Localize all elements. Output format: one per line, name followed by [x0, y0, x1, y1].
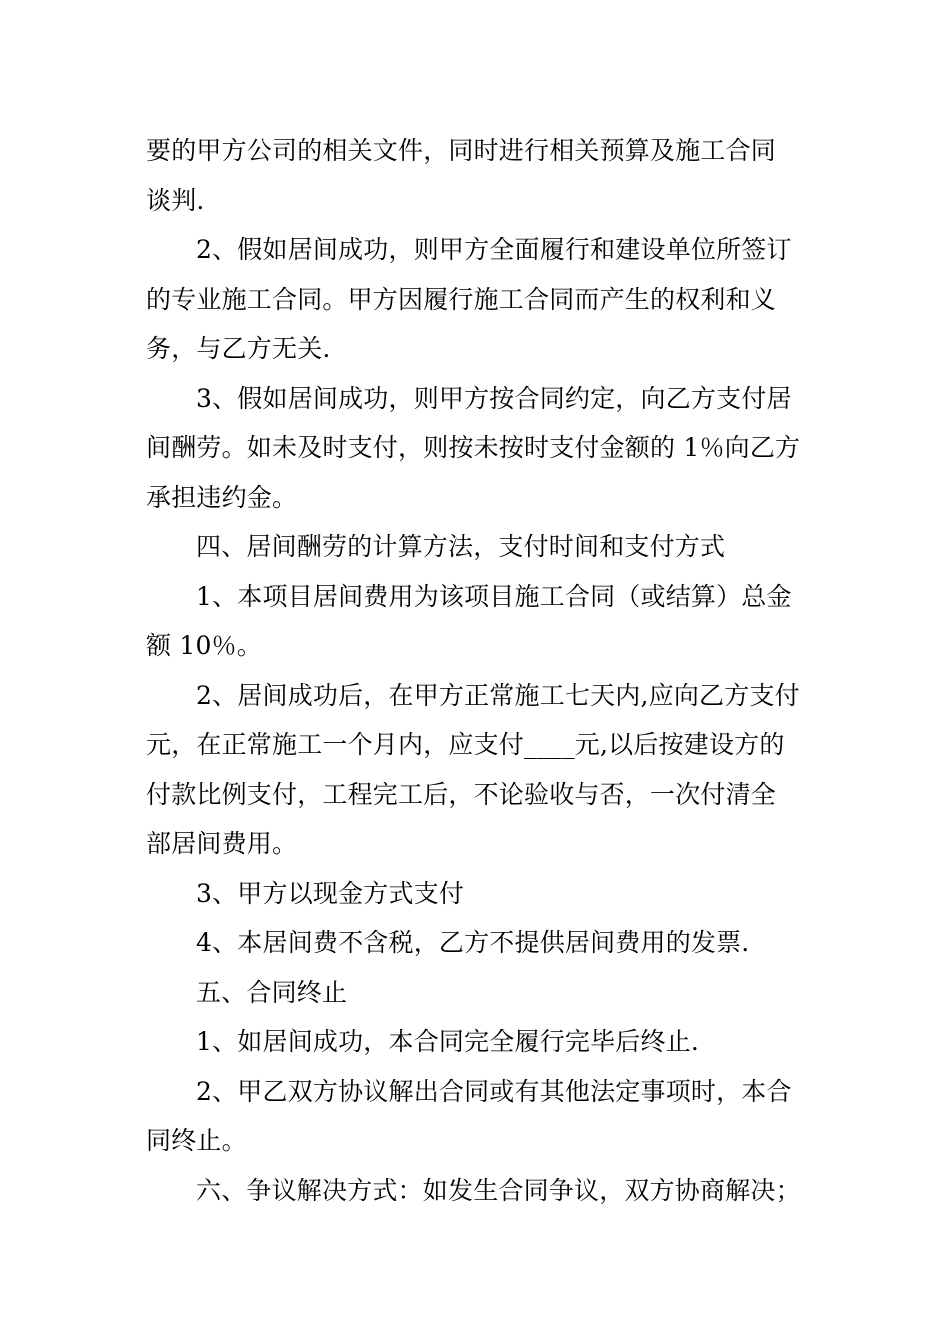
paragraph-2-line-3: 务，与乙方无关. — [146, 334, 331, 363]
paragraph-1-line-1: 要的甲方公司的相关文件，同时进行相关预算及施工合同 — [146, 136, 777, 165]
paragraph-3-line-2: 间酬劳。如未及时支付，则按未按时支付金额的 1％向乙方 — [146, 433, 801, 462]
paragraph-8 — [146, 918, 826, 968]
paragraph-11-line-2: 同终止。 — [146, 1126, 247, 1155]
paragraph-10-line-1: 1、如居间成功，本合同完全履行完毕后终止. — [196, 1027, 700, 1056]
paragraph-2-line-1: 2、假如居间成功，则甲方全面履行和建设单位所签订 — [196, 235, 792, 264]
paragraph-7-line-1: 3、甲方以现金方式支付 — [196, 878, 465, 908]
paragraph-6-line-4: 部居间费用。 — [146, 829, 298, 858]
section-heading-9 — [146, 968, 826, 1018]
paragraph-8-line-1: 4、本居间费不含税，乙方不提供居间费用的发票. — [196, 928, 750, 957]
section-heading-9-line-1: 五、合同终止 — [196, 977, 348, 1007]
paragraph-5 — [146, 572, 826, 671]
paragraph-5-line-1: 1、本项目居间费用为该项目施工合同（或结算）总金 — [196, 581, 792, 611]
document-body — [146, 126, 826, 1215]
paragraph-7 — [146, 869, 826, 919]
paragraph-6-line-1: 2、居间成功后，在甲方正常施工七天内,应向乙方支付 — [196, 680, 800, 710]
paragraph-10 — [146, 1017, 826, 1067]
paragraph-11 — [146, 1067, 826, 1166]
section-heading-4-line-1: 四、居间酬劳的计算方法，支付时间和支付方式 — [196, 532, 726, 561]
paragraph-2 — [146, 225, 826, 374]
section-heading-12-line-1: 六、争议解决方式：如发生合同争议，双方协商解决； — [196, 1175, 801, 1205]
paragraph-11-line-1: 2、甲乙双方协议解出合同或有其他法定事项时，本合 — [196, 1076, 792, 1106]
paragraph-6-line-2: 元，在正常施工一个月内，应支付____元,以后按建设方的 — [146, 730, 785, 759]
paragraph-3-line-3: 承担违约金。 — [146, 482, 298, 512]
paragraph-5-line-2: 额 10％。 — [146, 631, 262, 660]
paragraph-1-line-2: 谈判. — [146, 185, 205, 215]
section-heading-12 — [146, 1166, 826, 1216]
paragraph-3-line-1: 3、假如居间成功，则甲方按合同约定，向乙方支付居 — [196, 383, 792, 413]
paragraph-1 — [146, 126, 826, 225]
paragraph-3 — [146, 374, 826, 523]
section-heading-4 — [146, 522, 826, 572]
paragraph-2-line-2: 的专业施工合同。甲方因履行施工合同而产生的权利和义 — [146, 284, 777, 314]
paragraph-6-line-3: 付款比例支付，工程完工后，不论验收与否，一次付清全 — [146, 779, 777, 809]
paragraph-6 — [146, 671, 826, 869]
